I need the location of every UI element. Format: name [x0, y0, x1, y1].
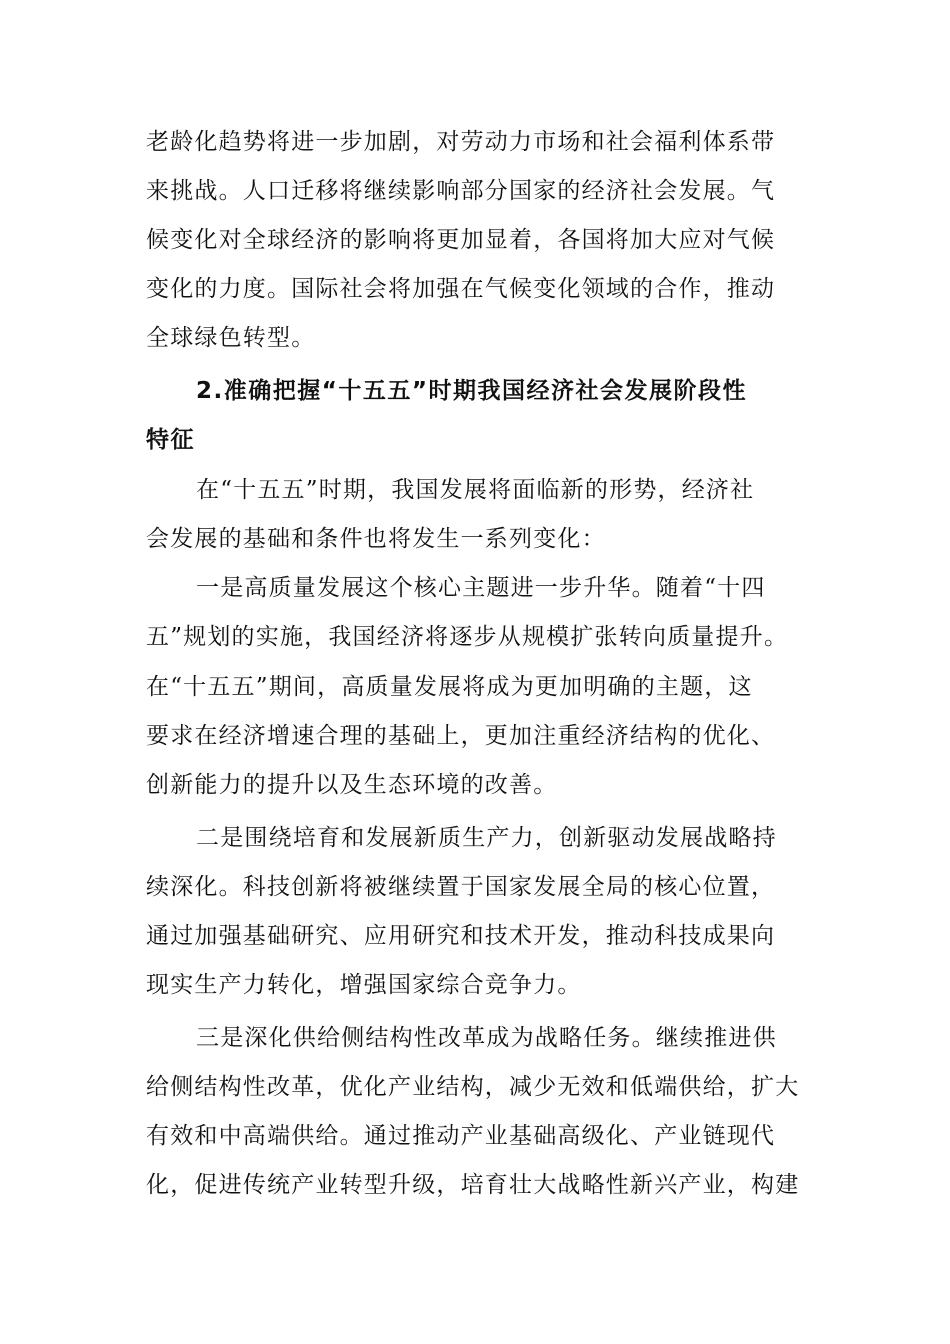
paragraph-line: 五”规划的实施，我国经济将逐步从规模扩张转向质量提升。: [146, 624, 789, 650]
paragraph-line: 要求在经济增速合理的基础上，更加注重经济结构的优化、: [146, 723, 776, 749]
paragraph-line: 创新能力的提升以及生态环境的改善。: [146, 772, 558, 798]
paragraph-line: 现实生产力转化，增强国家综合竞争力。: [146, 972, 582, 998]
paragraph-line: 在“十五五”期间，高质量发展将成为更加明确的主题，这: [146, 674, 753, 700]
paragraph-line: 续深化。科技创新将被继续置于国家发展全局的核心位置，: [146, 874, 776, 900]
paragraph-line: 给侧结构性改革，优化产业结构，减少无效和低端供给，扩大: [146, 1074, 800, 1100]
section-heading-continued: 特征: [146, 427, 195, 453]
paragraph-line: 一是高质量发展这个核心主题进一步升华。随着“十四: [196, 575, 766, 601]
paragraph-line: 三是深化供给侧结构性改革成为战略任务。继续推进供: [196, 1025, 777, 1051]
text-line: 老龄化趋势将进一步加剧，对劳动力市场和社会福利体系带: [146, 129, 776, 155]
paragraph-line: 通过加强基础研究、应用研究和技术开发，推动科技成果向: [146, 923, 776, 949]
paragraph-line: 二是围绕培育和发展新质生产力，创新驱动发展战略持: [196, 825, 777, 851]
paragraph-line: 会发展的基础和条件也将发生一系列变化：: [146, 526, 606, 552]
paragraph-line: 化，促进传统产业转型升级，培育壮大战略性新兴产业，构建: [146, 1172, 800, 1198]
text-line: 全球绿色转型。: [146, 325, 316, 351]
paragraph-line: 在“十五五”时期，我国发展将面临新的形势，经济社: [196, 477, 755, 503]
text-line: 候变化对全球经济的影响将更加显着，各国将加大应对气候: [146, 227, 776, 253]
text-line: 来挑战。人口迁移将继续影响部分国家的经济社会发展。气: [146, 178, 776, 204]
paragraph-line: 有效和中高端供给。通过推动产业基础高级化、产业链现代: [146, 1123, 776, 1149]
text-line: 变化的力度。国际社会将加强在气候变化领域的合作，推动: [146, 276, 776, 302]
section-heading: 2.准确把握“十五五”时期我国经济社会发展阶段性: [196, 378, 747, 404]
